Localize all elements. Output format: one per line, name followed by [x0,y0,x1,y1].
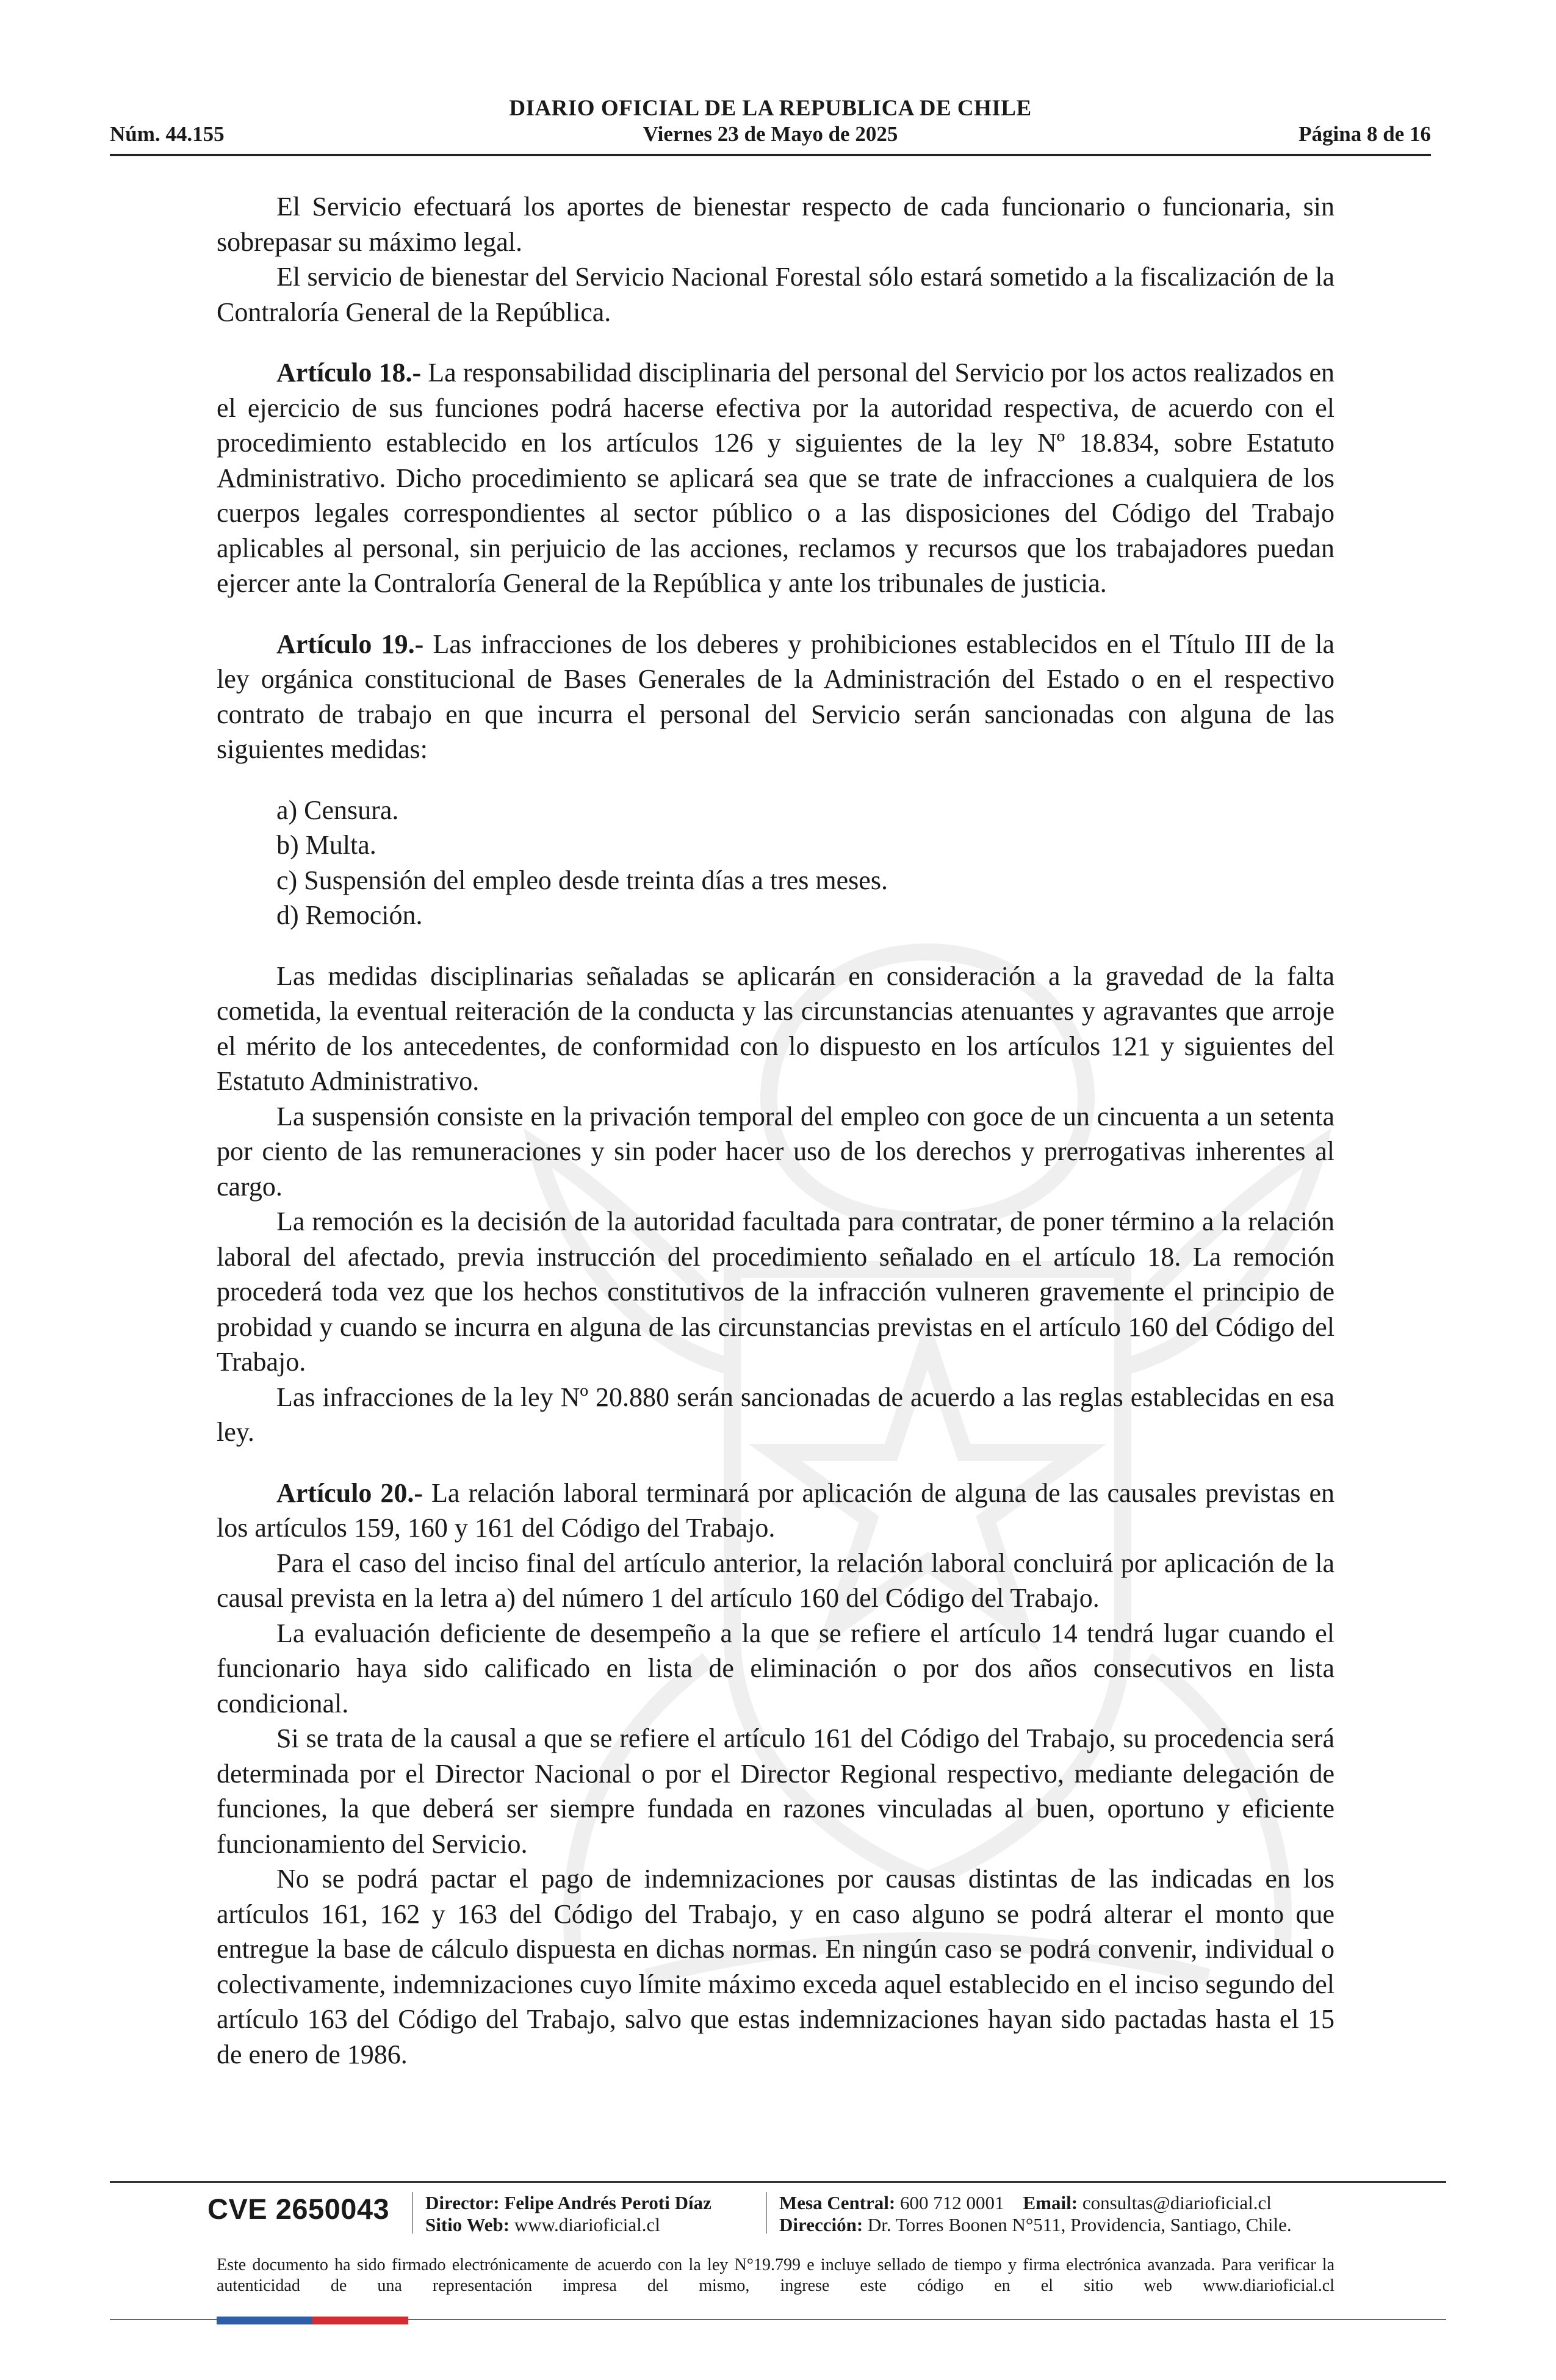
list-item: a) Censura. [276,795,399,825]
paragraph: Las medidas disciplinarias señaladas se aplicarán en consideración a la gravedad de la falta cometida, la eventual reiteración de la conducta y las circunstancias atenuantes y agravantes que arroje el mérito de los antecedentes, de conformidad con lo dispuesto en los artículos 121 y siguientes del Estatuto Administrativo. [217,961,1334,1096]
article-text: La responsabilidad disciplinaria del personal del Servicio por los actos realizados en el ejercicio de sus funciones podrá hacerse efectiva por la autoridad respectiva, de acuerdo con el procedimiento establecido en los artículos 126 y siguientes de la ley Nº 18.834, sobre Estatuto Administrativo. Dicho procedimiento se aplicará sea que se trate de infracciones a cualquiera de los cuerpos legales correspondientes al sector público o a las disposiciones del Código del Trabajo aplicables al personal, sin perjuicio de las acciones, reclamos y recursos que los trabajadores puedan ejercer ante la Contraloría General de la República y ante los tribunales de justicia. [217,358,1334,598]
address-label: Dirección: [779,2214,863,2235]
article-20 [217,1476,1334,1546]
mesa-label: Mesa Central: [779,2192,896,2213]
paragraph: Para el caso del inciso final del artículo anterior, la relación laboral concluirá por aplicación de la causal prevista en la letra a) del número 1 del artículo 160 del Código del Trabajo. [217,1548,1334,1613]
page-header [110,92,1431,156]
paragraph: La evaluación deficiente de desempeño a la que se refiere el artículo 14 tendrá lugar cuando el funcionario haya sido calificado en lista de eliminación o por dos años consecutivos en lista condicional. [217,1618,1334,1718]
newspaper-title: DIARIO OFICIAL DE LA REPUBLICA DE CHILE [509,96,1032,121]
footer-divider [110,2181,1446,2183]
list-item: c) Suspensión del empleo desde treinta días a tres meses. [276,865,888,895]
paragraph: Si se trata de la causal a que se refiere el artículo 161 del Código del Trabajo, su procedencia será determinada por el Director Nacional o por el Director Regional respectivo, mediante delegación de funciones, la que deberá ser siempre fundada en razones vinculadas al buen, oportuno y eficiente funcionamiento del Servicio. [217,1723,1334,1859]
article-heading: Artículo 19.- [276,629,424,659]
paragraph: La remoción es la decisión de la autoridad facultada para contratar, de poner término a la relación laboral del afectado, previa instrucción del procedimiento señalado en el artículo 18. La remoción procederá toda vez que los hechos constitutivos de la infracción vulneren gravemente el principio de probidad y cuando se incurra en alguna de las circunstancias previstas en el artículo 160 del Código del Trabajo. [217,1206,1334,1377]
paragraph: El Servicio efectuará los aportes de bienestar respecto de cada funcionario o funcionaria, sin sobrepasar su máximo legal. [217,192,1334,257]
address-value: Dr. Torres Boonen N°511, Providencia, Santiago, Chile. [867,2214,1292,2235]
paragraph: No se podrá pactar el pago de indemnizaciones por causas distintas de las indicadas en los artículos 161, 162 y 163 del Código del Trabajo, y en caso alguno se podrá alterar el monto que entregue la base de cálculo dispuesta en dichas normas. En ningún caso se podrá convenir, individual o colectivamente, indemnizaciones cuyo límite máximo exceda aquel establecido en el inciso segundo del artículo 163 del Código del Trabajo, salvo que estas indemnizaciones hayan sido pactadas hasta el 15 de enero de 1986. [217,1864,1334,2069]
footer-separator [412,2192,413,2234]
article-19 [217,627,1334,767]
article-heading: Artículo 20.- [276,1477,423,1508]
flag-blue-segment [217,2317,312,2324]
paragraph: Las infracciones de la ley Nº 20.880 serán sancionadas de acuerdo a las reglas establecidas en esa ley. [217,1382,1334,1447]
document-body [217,189,1334,2072]
page-number: Página 8 de 16 [1298,122,1431,146]
article-heading: Artículo 18.- [276,358,422,388]
email-label: Email: [1023,2192,1078,2213]
flag-color-bar [217,2317,408,2324]
footer-director-block [425,2192,711,2236]
list-item: b) Multa. [276,830,376,860]
director-label: Director: [425,2192,500,2213]
web-label: Sitio Web: [425,2214,510,2235]
article-text: La relación laboral terminará por aplicación de alguna de las causales previstas en los artículos 159, 160 y 161 del Código del Trabajo. [217,1477,1334,1543]
director-name: Felipe Andrés Peroti Díaz [504,2192,711,2213]
footer-separator [766,2192,767,2234]
cve-code: CVE 2650043 [207,2193,390,2225]
footer-contact-block [779,2192,1292,2236]
signature-notice: Este documento ha sido firmado electrónicamente de acuerdo con la ley N°19.799 e incluye sellado de tiempo y firma electrónica avanzada. Para verificar la autenticidad de una representación impresa del mismo, ingrese este código en el sitio web www.diarioficial.cl [217,2256,1334,2295]
list-item: d) Remoción. [276,900,423,930]
article-text: Las infracciones de los deberes y prohibiciones establecidos en el Título III de la ley orgánica constitucional de Bases Generales de la Administración del Estado o en el respectivo contrato de trabajo en que incurra el personal del Servicio serán sancionadas con alguna de las siguientes medidas: [217,629,1335,764]
article-18 [217,355,1334,601]
mesa-phone: 600 712 0001 [900,2192,1004,2213]
issue-number: Núm. 44.155 [110,122,225,146]
email-link[interactable]: consultas@diarioficial.cl [1082,2192,1272,2213]
web-link[interactable]: www.diarioficial.cl [514,2214,660,2235]
paragraph: El servicio de bienestar del Servicio Nacional Forestal sólo estará sometido a la fiscalización de la Contraloría General de la República. [217,262,1334,327]
issue-date: Viernes 23 de Mayo de 2025 [643,122,898,146]
paragraph: La suspensión consiste en la privación temporal del empleo con goce de un cincuenta a un setenta por ciento de las remuneraciones y sin poder hacer uso de los derechos y prerrogativas inherentes al cargo. [217,1101,1334,1202]
flag-red-segment [312,2317,408,2324]
